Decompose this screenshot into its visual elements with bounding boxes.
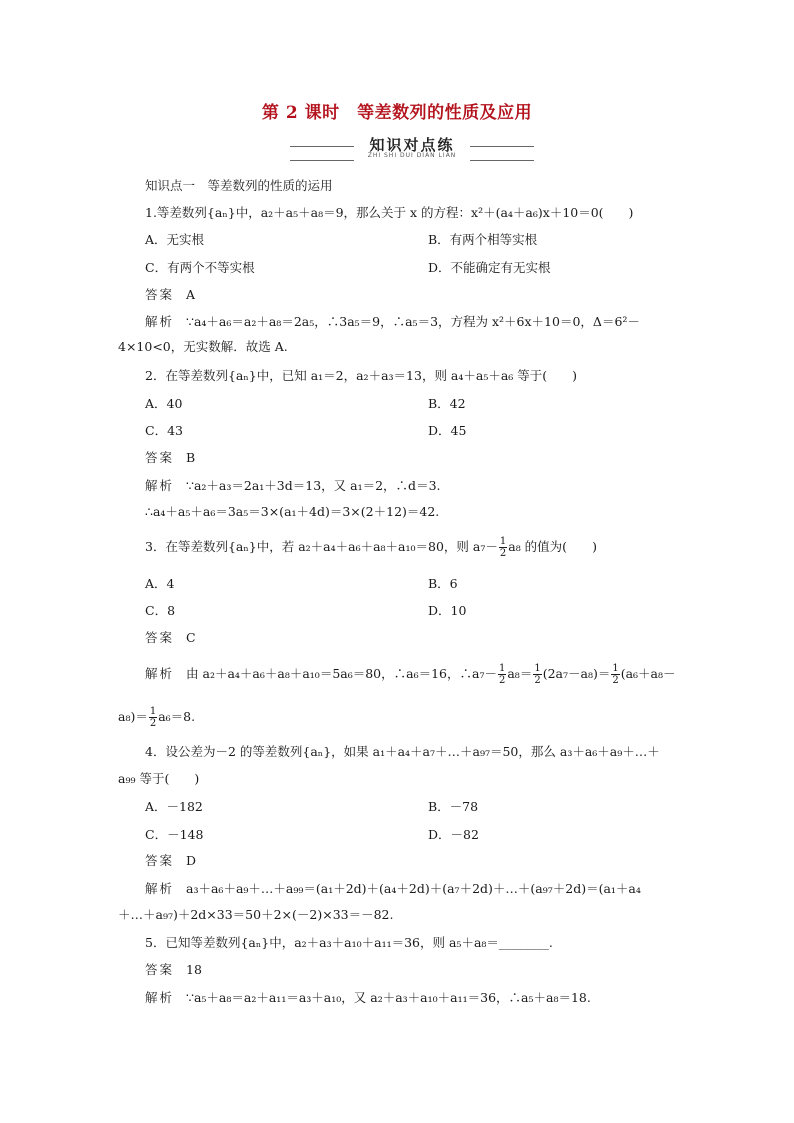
q2-analysis xyxy=(145,477,441,495)
q3-analysis-cont xyxy=(118,700,195,734)
fraction-denominator: 2 xyxy=(612,675,619,686)
q5-stem: 5．已知等差数列{aₙ}中，a₂＋a₃＋a₁₀＋a₁₁＝36，则 a₅＋a₈＝________. xyxy=(145,935,553,950)
q1-analysis xyxy=(145,313,640,331)
answer-label: 答案 xyxy=(145,450,175,465)
q2-stem: 2．在等差数列{aₙ}中，已知 a₁＝2，a₂＋a₃＝13，则 a₄＋a₅＋a₆ 等于( ) xyxy=(145,368,578,383)
analysis-label: 解析 xyxy=(145,314,175,329)
q3-stem xyxy=(145,530,597,564)
analysis-text: a₈)＝ xyxy=(118,709,148,724)
q2-answer xyxy=(145,449,195,467)
q1-analysis-cont: 4×10<0，无实数解．故选 A. xyxy=(118,339,288,354)
q1-option-a: A．无实根 xyxy=(145,232,205,247)
q3-stem-text: 3．在等差数列{aₙ}中，若 a₂＋a₄＋a₆＋a₈＋a₁₀＝80，则 a₇－ xyxy=(145,539,498,554)
fraction-numerator: 1 xyxy=(534,663,541,674)
fraction-numerator: 1 xyxy=(612,663,619,674)
fraction xyxy=(611,663,619,686)
page-title: 第 2 课时 等差数列的性质及应用 xyxy=(261,103,533,123)
answer-label: 答案 xyxy=(145,962,175,977)
q4-stem: 4．设公差为－2 的等差数列{aₙ}，如果 a₁＋a₄＋a₇＋…＋a₉₇＝50，那么 a₃＋a₆＋a₉＋…＋ xyxy=(145,744,660,759)
q2-option-d: D．45 xyxy=(428,423,467,438)
section-banner xyxy=(290,134,534,164)
fraction xyxy=(533,663,541,686)
answer-label: 答案 xyxy=(145,853,175,868)
q1-answer xyxy=(145,286,195,304)
answer-value: D xyxy=(186,853,197,868)
q4-option-b: B．－78 xyxy=(428,799,479,814)
answer-value: B xyxy=(186,450,196,465)
fraction-numerator: 1 xyxy=(498,663,506,674)
fraction-numerator: 1 xyxy=(149,706,157,717)
q1-option-b: B．有两个相等实根 xyxy=(428,232,538,247)
q5-analysis xyxy=(145,989,591,1007)
analysis-text: 由 a₂＋a₄＋a₆＋a₈＋a₁₀＝5a₆＝80，∴a₆＝16，∴a₇－ xyxy=(186,666,497,681)
analysis-text: (a₆＋a₈－ xyxy=(620,666,676,681)
q3-option-a: A．4 xyxy=(145,576,175,591)
q1-option-d: D．不能确定有无实根 xyxy=(428,260,551,275)
analysis-text: (2a₇－a₈)＝ xyxy=(542,666,611,681)
q2-option-c: C．43 xyxy=(145,423,183,438)
fraction-denominator: 2 xyxy=(534,675,541,686)
q4-option-d: D．－82 xyxy=(428,827,479,842)
q3-analysis xyxy=(145,657,676,691)
q4-option-a: A．－182 xyxy=(145,799,203,814)
analysis-text: a₆＝8. xyxy=(158,709,196,724)
q2-analysis-cont: ∴a₄＋a₅＋a₆＝3a₅＝3×(a₁＋4d)＝3×(2＋12)＝42. xyxy=(145,504,440,519)
analysis-label: 解析 xyxy=(145,990,175,1005)
fraction-denominator: 2 xyxy=(149,718,157,729)
q4-analysis xyxy=(145,880,641,898)
q1-stem: 1.等差数列{aₙ}中，a₂＋a₅＋a₈＝9，那么关于 x 的方程：x²＋(a₄＋a₆)x＋10＝0( ) xyxy=(145,205,634,220)
banner-label-box xyxy=(354,134,470,162)
q3-answer xyxy=(145,629,196,647)
answer-value: A xyxy=(186,287,196,302)
q4-answer xyxy=(145,852,196,870)
q2-option-a: A．40 xyxy=(145,396,183,411)
fraction-numerator: 1 xyxy=(499,536,507,547)
answer-label: 答案 xyxy=(145,630,175,645)
q4-stem-cont: a₉₉ 等于( ) xyxy=(118,771,200,786)
q1-option-c: C．有两个不等实根 xyxy=(145,260,255,275)
answer-value: C xyxy=(186,630,196,645)
fraction xyxy=(149,706,157,729)
q3-option-d: D．10 xyxy=(428,603,467,618)
section-heading: 知识点一 等差数列的性质的运用 xyxy=(145,178,333,193)
q5-answer xyxy=(145,961,202,979)
fraction-denominator: 2 xyxy=(499,548,507,559)
banner-title: 知识对点练 xyxy=(369,136,455,154)
q4-analysis-cont: ＋…＋a₉₇)＋2d×33＝50＋2×(－2)×33＝－82. xyxy=(118,907,394,922)
answer-value: 18 xyxy=(186,962,202,977)
analysis-label: 解析 xyxy=(145,478,175,493)
q3-option-b: B．6 xyxy=(428,576,458,591)
q4-option-c: C．－148 xyxy=(145,827,204,842)
answer-label: 答案 xyxy=(145,287,175,302)
analysis-text: ∵a₄＋a₆＝a₂＋a₈＝2a₅，∴3a₅＝9，∴a₅＝3，方程为 x²＋6x＋10＝0，Δ＝6²－ xyxy=(186,314,640,329)
analysis-text: a₃＋a₆＋a₉＋…＋a₉₉＝(a₁＋2d)＋(a₄＋2d)＋(a₇＋2d)＋…＋(a₉₇＋2d)＝(a₁＋a₄ xyxy=(186,881,641,896)
q3-option-c: C．8 xyxy=(145,603,176,618)
fraction xyxy=(498,663,506,686)
banner-subtitle: ZHI SHI DUI DIAN LIAN xyxy=(367,152,457,159)
analysis-label: 解析 xyxy=(145,666,175,681)
fraction xyxy=(499,536,507,559)
analysis-text: ∵a₅＋a₈＝a₂＋a₁₁＝a₃＋a₁₀，又 a₂＋a₃＋a₁₀＋a₁₁＝36，∴a₅＋a₈＝18. xyxy=(186,990,591,1005)
fraction-denominator: 2 xyxy=(498,675,506,686)
analysis-text: a₈＝ xyxy=(507,666,533,681)
analysis-text: ∵a₂＋a₃＝2a₁＋3d＝13，又 a₁＝2，∴d＝3. xyxy=(186,478,441,493)
q3-stem-text: a₈ 的值为( ) xyxy=(508,539,597,554)
analysis-label: 解析 xyxy=(145,881,175,896)
q2-option-b: B．42 xyxy=(428,396,466,411)
